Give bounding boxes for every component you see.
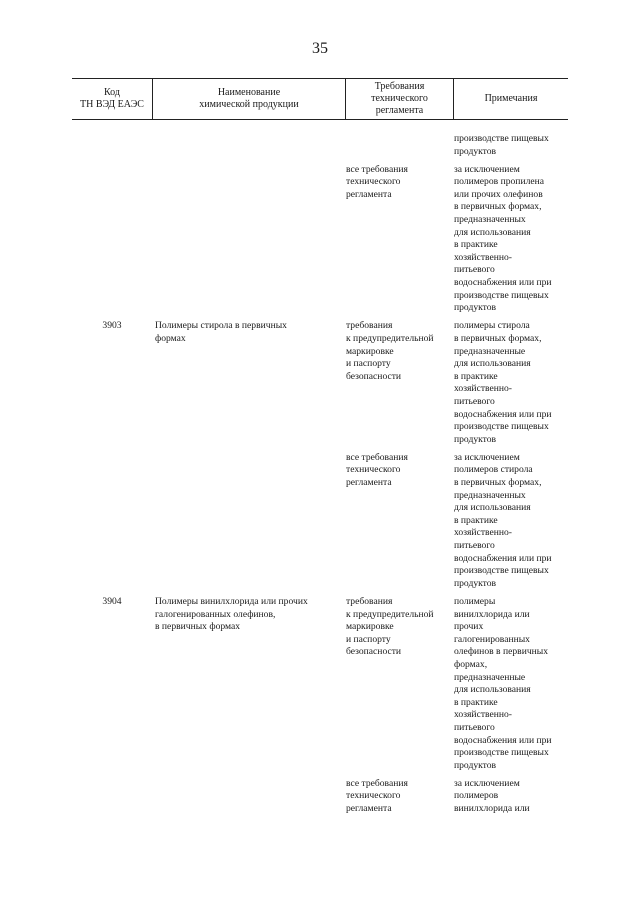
cell-code: 3904	[102, 596, 122, 607]
cell-notes-line: водоснабжения или при	[454, 277, 552, 289]
cell-requirements-line: к предупредительной	[346, 332, 434, 344]
cell-notes-line: в первичных формах,	[454, 332, 542, 344]
cell-notes-line: в практике	[454, 514, 498, 526]
cell-requirements-line: и паспорту	[346, 633, 391, 645]
cell-name-line: галогенированных олефинов,	[155, 608, 276, 620]
header-code	[72, 79, 152, 119]
cell-notes-line: продуктов	[454, 577, 497, 589]
cell-name-line: формах	[155, 332, 186, 344]
cell-notes-line: в практике	[454, 239, 498, 251]
header-text-line: технического	[371, 93, 428, 104]
cell-notes-line: водоснабжения или при	[454, 552, 552, 564]
cell-notes-line: полимеров стирола	[454, 464, 533, 476]
cell-notes-line: производстве пищевых	[454, 133, 549, 144]
cell-requirements	[346, 452, 454, 490]
cell-requirements-line: регламента	[346, 803, 392, 815]
cell-requirements-line: требования	[346, 596, 393, 607]
cell-notes-line: продуктов	[454, 433, 497, 445]
cell-notes-line: предназначенных	[454, 489, 526, 501]
cell-requirements	[346, 320, 454, 383]
cell-notes-line: полимеры	[454, 596, 496, 607]
cell-code: 3903	[102, 320, 122, 332]
cell-notes-line: водоснабжения или при	[454, 408, 552, 420]
header-text-line: Требования	[374, 81, 425, 92]
cell-notes-line: за исключением	[454, 163, 520, 175]
cell-notes	[454, 778, 568, 816]
cell-notes-line: продуктов	[454, 145, 497, 157]
cell-notes-line: хозяйственно-	[454, 709, 513, 721]
cell-requirements-line: безопасности	[346, 646, 402, 658]
header-text-line: химической продукции	[199, 99, 299, 110]
cell-notes	[454, 452, 568, 591]
cell-notes-line: прочих	[454, 621, 484, 633]
cell-notes-line: для использования	[454, 684, 531, 696]
cell-requirements-line: и паспорту	[346, 358, 391, 370]
cell-requirements-line: безопасности	[346, 370, 402, 382]
cell-notes-line: за исключением	[454, 777, 520, 789]
header-notes	[454, 79, 568, 119]
header-text-line: Примечания	[484, 93, 538, 104]
cell-notes-line: хозяйственно-	[454, 527, 513, 539]
cell-requirements	[346, 164, 454, 202]
cell-notes-line: в первичных формах,	[454, 201, 542, 213]
cell-requirements	[346, 778, 454, 816]
cell-notes-line: для использования	[454, 502, 531, 514]
cell-notes-line: питьевого	[454, 395, 495, 407]
header-requirements	[346, 79, 453, 119]
cell-name-line: Полимеры винилхлорида или прочих	[155, 596, 308, 607]
cell-notes-line: предназначенные	[454, 345, 526, 357]
cell-notes	[454, 320, 568, 446]
cell-name	[155, 596, 345, 634]
cell-notes-line: или прочих олефинов	[454, 188, 543, 200]
cell-name	[155, 320, 345, 345]
cell-notes	[454, 596, 568, 772]
cell-notes-line: винилхлорида или	[454, 608, 530, 620]
regulation-table	[72, 78, 568, 815]
cell-name-line: Полимеры стирола в первичных	[155, 320, 287, 332]
cell-notes-line: в первичных формах,	[454, 477, 542, 489]
cell-requirements-line: к предупредительной	[346, 608, 434, 620]
cell-notes-line: питьевого	[454, 540, 495, 552]
cell-notes-line: продуктов	[454, 302, 497, 314]
cell-notes-line: производстве пищевых	[454, 289, 549, 301]
header-name	[153, 79, 345, 119]
header-text-line: регламента	[375, 105, 424, 116]
cell-notes-line: производстве пищевых	[454, 565, 549, 577]
cell-requirements-line: маркировке	[346, 621, 394, 633]
header-text-line: ТН ВЭД ЕАЭС	[80, 99, 144, 110]
cell-notes-line: хозяйственно-	[454, 383, 513, 395]
cell-notes-line: продуктов	[454, 759, 497, 771]
cell-notes-line: питьевого	[454, 721, 495, 733]
cell-notes-line: хозяйственно-	[454, 251, 513, 263]
cell-notes-line: олефинов в первичных	[454, 646, 549, 658]
cell-notes-line: в практике	[454, 370, 498, 382]
cell-requirements-line: все требования	[346, 777, 408, 789]
cell-notes-line: предназначенные	[454, 671, 526, 683]
cell-notes-line: питьевого	[454, 264, 495, 276]
cell-requirements	[346, 596, 454, 659]
cell-notes	[454, 133, 568, 158]
cell-notes-line: производстве пищевых	[454, 747, 549, 759]
cell-notes-line: в практике	[454, 696, 498, 708]
cell-notes-line: формах,	[454, 658, 488, 670]
cell-requirements-line: все требования	[346, 163, 408, 175]
cell-name-line: в первичных формах	[155, 621, 241, 633]
cell-requirements-line: требования	[346, 320, 393, 332]
cell-requirements-line: технического	[346, 176, 401, 188]
cell-notes-line: за исключением	[454, 451, 520, 463]
cell-notes-line: полимеров пропилена	[454, 176, 545, 188]
table-header	[72, 78, 568, 120]
cell-requirements-line: регламента	[346, 188, 392, 200]
cell-notes-line: производстве пищевых	[454, 421, 549, 433]
cell-requirements-line: технического	[346, 790, 401, 802]
cell-notes-line: полимеры стирола	[454, 320, 530, 332]
header-text-line: Код	[104, 87, 120, 98]
cell-notes-line: полимеров	[454, 790, 499, 802]
cell-notes-line: водоснабжения или при	[454, 734, 552, 746]
cell-notes-line: предназначенных	[454, 214, 526, 226]
cell-requirements-line: маркировке	[346, 345, 394, 357]
header-text-line: Наименование	[217, 87, 281, 98]
cell-notes-line: для использования	[454, 226, 531, 238]
cell-notes-line: винилхлорида или	[454, 803, 530, 815]
page-number: 35	[312, 40, 328, 57]
cell-requirements-line: технического	[346, 464, 401, 476]
cell-notes-line: для использования	[454, 358, 531, 370]
cell-notes	[454, 164, 568, 315]
cell-requirements-line: регламента	[346, 477, 392, 489]
cell-requirements-line: все требования	[346, 451, 408, 463]
cell-notes-line: галогенированных	[454, 633, 530, 645]
